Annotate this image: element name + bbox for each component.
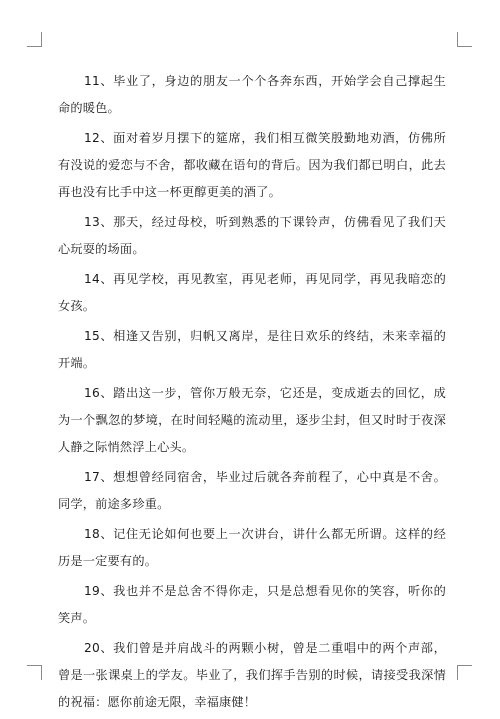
crop-mark-bottom-left	[27, 665, 42, 680]
document-body	[58, 68, 446, 719]
paragraph-17: 17、想想曾经同宿舍，毕业过后就各奔前程了，心中真是不舍。同学，前途多珍重。	[58, 470, 446, 511]
paragraph-20: 20、我们曾是并肩战斗的两颗小树，曾是二重唱中的两个声部，曾是一张课桌上的学友。毕业了，我们挥手告别的时候，请接受我深情的祝福：愿你前途无限，幸福康健！	[58, 641, 446, 709]
crop-mark-top-right	[457, 32, 472, 47]
paragraph-19: 19、我也并不是总舍不得你走，只是总想看见你的笑容，听你的笑声。	[58, 584, 446, 625]
crop-mark-top-left	[27, 32, 42, 47]
crop-mark-bottom-right	[457, 665, 472, 680]
paragraph-13: 13、那天，经过母校，听到熟悉的下课铃声，仿佛看见了我们天心玩耍的场面。	[58, 215, 446, 256]
paragraph-11: 11、毕业了，身边的朋友一个个各奔东西，开始学会自己撑起生命的暖色。	[58, 74, 446, 115]
paragraph-14: 14、再见学校，再见教室，再见老师，再见同学，再见我暗恋的女孩。	[58, 272, 446, 313]
paragraph-16: 16、踏出这一步，管你万般无奈，它还是，变成逝去的回忆，成为一个飘忽的梦境，在时间轻飚的流动里，逐步尘封，但又时时于夜深人静之际悄然浮上心头。	[58, 386, 446, 454]
paragraph-15: 15、相逢又告别，归帆又离岸，是往日欢乐的终结，未来幸福的开端。	[58, 329, 446, 370]
paragraph-12: 12、面对着岁月摆下的筵席，我们相互微笑殷勤地劝酒，仿佛所有没说的爱恋与不舍，都收藏在语句的背后。因为我们都已明白，此去再也没有比手中这一杯更醇更美的酒了。	[58, 131, 446, 199]
paragraph-18: 18、记住无论如何也要上一次讲台，讲什么都无所谓。这样的经历是一定要有的。	[58, 527, 446, 568]
